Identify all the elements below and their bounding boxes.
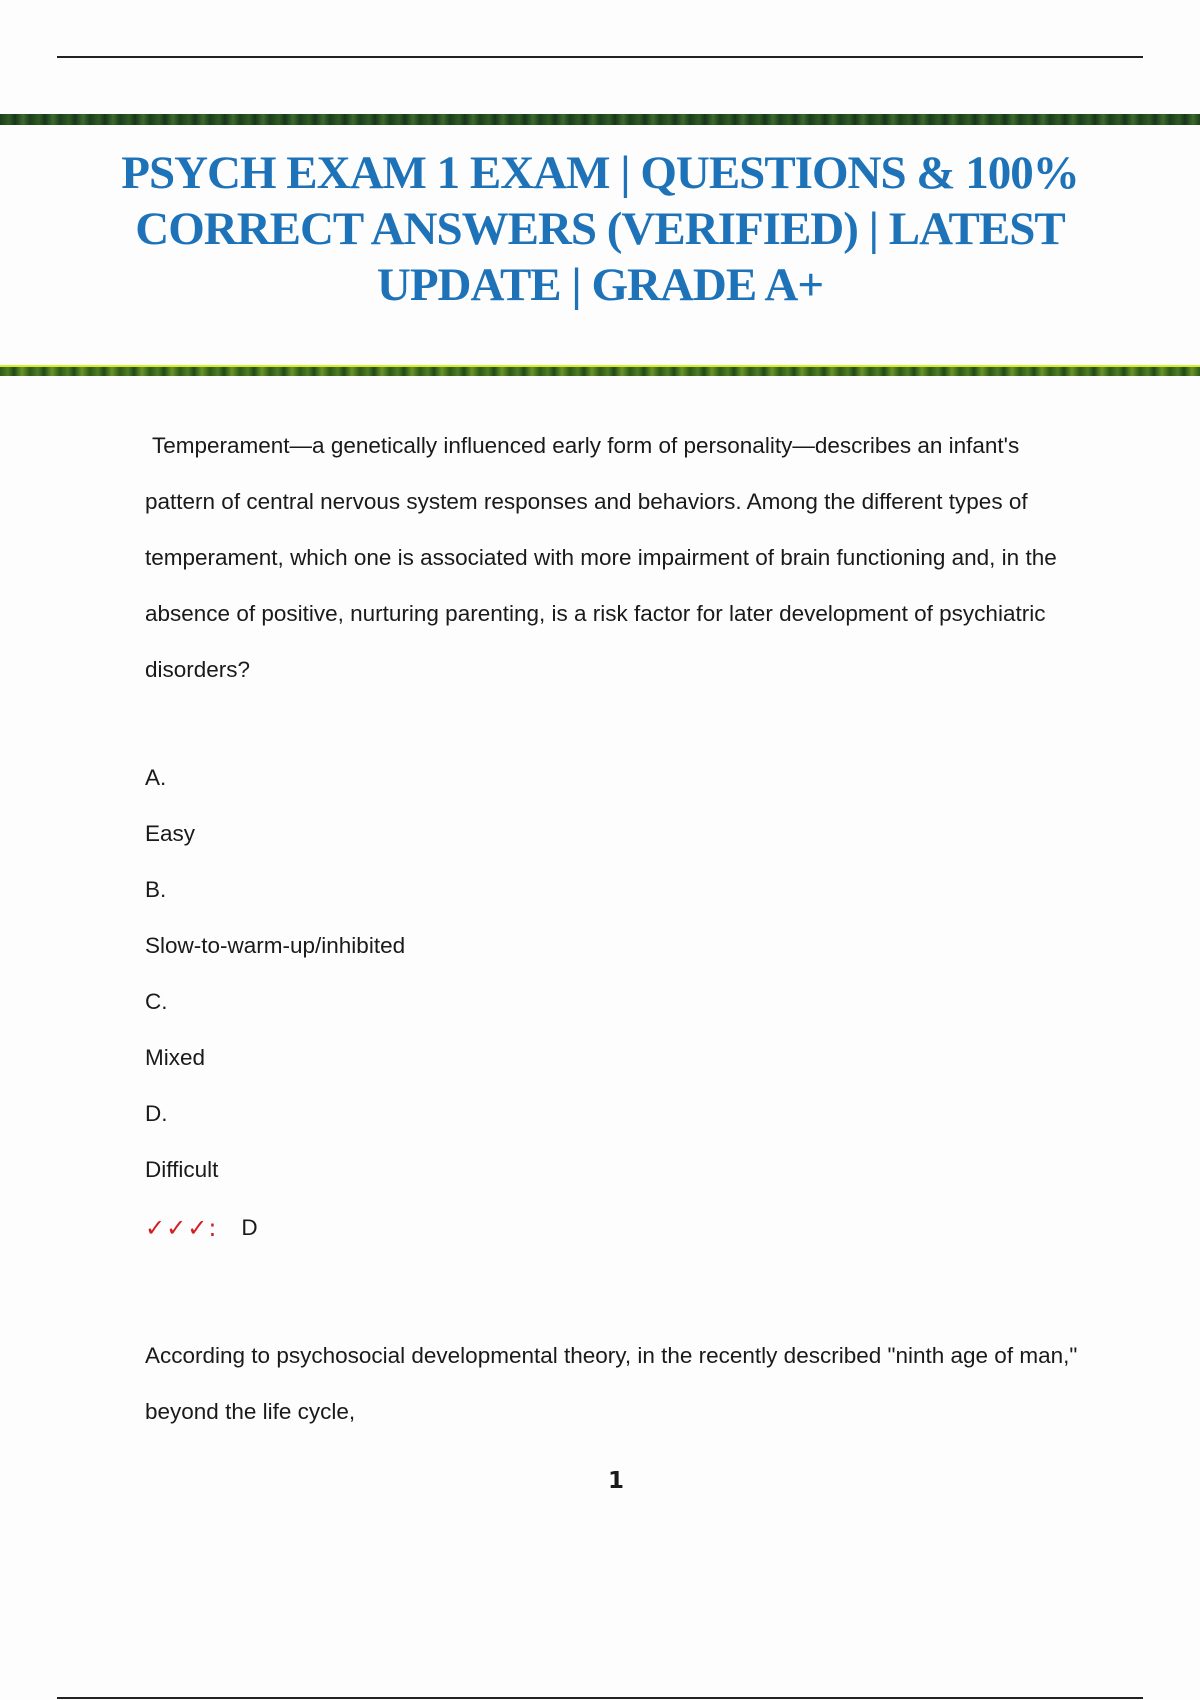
option-c-text: Mixed <box>145 1045 206 1070</box>
option-b-text: Slow-to-warm-up/inhibited <box>145 933 406 958</box>
document-title: PSYCH EXAM 1 EXAM | QUESTIONS & 100% CORRECT ANSWERS (VERIFIED) | LATEST UPDATE | GRADE A+ <box>121 147 1079 311</box>
header-rule <box>57 56 1143 58</box>
page-content <box>145 418 1095 1440</box>
footer-rule <box>57 1697 1143 1699</box>
banner-top-border <box>0 114 1200 125</box>
check-marks-icon: ✓✓✓: <box>145 1214 218 1242</box>
title-banner <box>0 114 1200 376</box>
banner-bottom-border <box>0 365 1200 376</box>
question-1-text: Temperament—a genetically influenced early form of personality—describes an infant's pattern of central nervous system responses and behaviors. Among the different types of temperament, which one is associated with more impairment of brain functioning and, in the absence of positive, nurturing parenting, is a risk factor for later development of psychiatric disorders? <box>145 433 1057 682</box>
option-a-text: Easy <box>145 821 196 846</box>
answer-value: D <box>241 1215 258 1240</box>
question-1-options <box>145 760 1095 1208</box>
question-2-text: According to psychosocial developmental theory, in the recently described "ninth age of man," beyond the life cycle, <box>145 1343 1078 1424</box>
option-d-letter: D. <box>145 1101 168 1126</box>
question-1-answer <box>145 1208 1095 1248</box>
option-d-text: Difficult <box>145 1157 219 1182</box>
option-b-letter: B. <box>145 877 167 902</box>
option-a-letter: A. <box>145 765 167 790</box>
page-number: 1 <box>607 1468 624 1494</box>
option-c-letter: C. <box>145 989 168 1014</box>
